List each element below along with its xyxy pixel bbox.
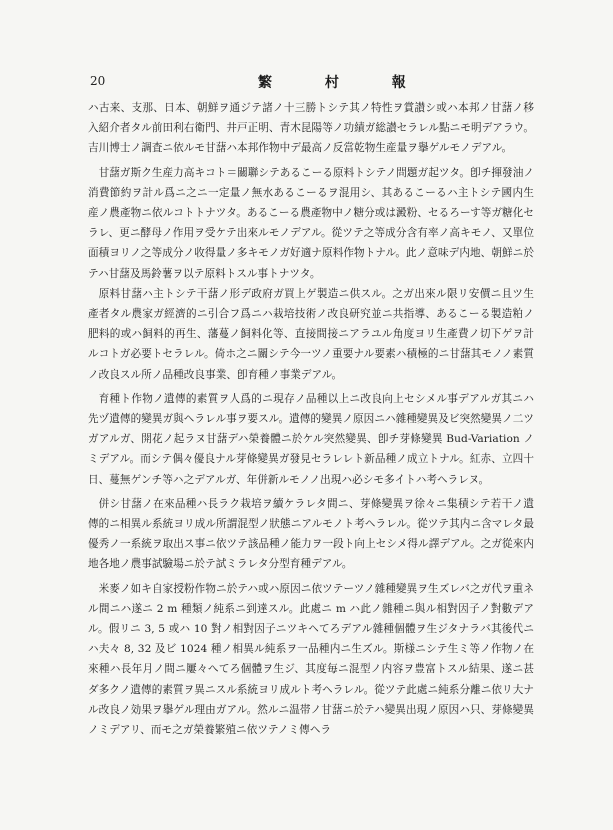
- paragraph-dried-sweet-potato: 原料甘藷ハ主トシテ干藷ノ形デ政府ガ買上ゲ製造ニ供スル。之ガ出來ル限リ安價ニ且ツ生產者タル農家ガ經濟的ニ引合フ爲ニハ栽培技術ノ改良研究並ニ共指導、あるこーる製造粕ノ肥料的或ハ飼料的再生、藩蔓ノ飼料化等、直接間接ニアラユル角度ヨリ生產費ノ切下ゲヲ計ルコトガ必要トセラレル。倚ホ之ニ關シテ今一ツノ重要ナル要素ハ積極的ニ甘藷其モノノ素質ノ改良スル所ノ品種改良事業、卽育種ノ事業デアル。: [88, 287, 534, 381]
- paragraph-alcohol-raw-material: 甘藷ガ斯ク生産力高キコト＝關聯シテあるこーる原料トシテノ問題ガ起ツタ。卽チ揮發油ノ消費節約ヲ計ル爲ニ之ニ一定量ノ無水あるこーるヲ混用シ、其あるこーるハ主トシテ國内生産ノ農產物ニ依ルコトトナツタ。あるこーる農產物中ノ糖分或は澱粉、セるろーす等ガ糖化セラレ、更ニ酵母ノ作用ヲ受ケテ出來ルモノデアル。從ツテ之等成分含有率ノ高キモノ、又單位面積ヨリノ之等成分ノ收得量ノ多キモノガ好適ナ原料作物トナル。此ノ意味デ内地、朝鮮ニ於テハ甘藷及馬鈴薯ヲ以テ原料トスル事トナツタ。: [88, 166, 534, 280]
- paragraph-continued: ハ古来、支那、日本、朝鮮ヲ通ジテ諸ノ十三勝トシテ其ノ特性ヲ賞讃シ或ハ本邦ノ甘藷ノ移入紹介者タル前田利右衛門、井戸正明、青木昆陽等ノ功績ガ総讃セラレル點ニモ明デアラウ。吉川博士ノ調査ニ依ルモ甘藷ハ本邦作物中デ最高ノ反當乾物生産量ヲ擧ゲルモノデアル。: [88, 102, 534, 155]
- body-text: [88, 98, 534, 740]
- paragraph-mixed-type: 併シ甘藷ノ在來品種ハ長ラク栽培ヲ續ケラレタ間ニ、芽條變異ヲ徐々ニ集積シテ若干ノ遺傳的ニ相異ル系統ヨリ成ル所謂混型ノ狀態ニアルモノト考ヘラレル。從ツテ其内ニ含マレタ最優秀ノ一系統ヲ取出ス事ニ依ツテ該品種ノ能力ヲ一段ト向上セシメ得ル譯デアル。之ガ從來内地各地ノ農事試驗場ニ於テ試ミラレタ分型育種デアル。: [88, 497, 534, 571]
- page-number: 20: [90, 74, 106, 88]
- paragraph-breeding: 育種ト作物ノ遺傳的素質ヲ人爲的ニ現存ノ品種以上ニ改良向上セシメル事デアルガ其ニハ先ヅ遺傳的變異ガ與ヘラレル事ヲ要スル。遺傳的變異ノ原因ニハ雜種變異及ビ突然變異ノ二ツガアルガ、開花ノ起ラヌ甘藷デハ榮養體ニ於ケル突然變異、卽チ芽條變異 Bud-Variation ノミデアル。而シテ偶々優良ナル芽條變異ガ發見セラレレト新品種ノ成立トナル。紅赤、立四十日、蔓無ゲンチ等ハ之デアルガ、年併新ルモノノ出現ハ必シモ多イトハ考ヘラレヌ。: [88, 392, 534, 486]
- running-title: 繁 村 報: [258, 75, 430, 91]
- paragraph-self-pollinated: 米麥ノ如キ自家授粉作物ニ於テハ或ハ原因ニ依ツテーツノ雜種變異ヲ生ズレバ之ガ代ヲ重ネル間ニハ遂ニ 2 m 種類ノ純系ニ到達スル。此處ニ m ハ此ノ雜種ニ與ル相對因子ノ對數デアル。假リニ 3, 5 或ハ 10 對ノ相對因子ニツキヘてろデアル雜種個體ヲ生ジタナラバ其後代ニハ夫々 8, 32 及ビ 1024 種ノ相異ル純系ヲ一品種内ニ生ズル。斯様ニシテ生ミ等ノ作物ノ在來種ハ長年月ノ間ニ屢々へてろ個體ヲ生ジ、其度毎ニ混型ノ内容ヲ豊富トスル結果、遂ニ甚ダ多クノ遺傳的素質ヲ異ニスル系統ヨリ成ルト考ヘラレル。從ツテ此處ニ純系分離ニ依リ大ナル改良ノ効果ヲ擧ゲル理由ガアル。然ルニ温帯ノ甘藷ニ於テハ變異出現ノ原因ハ只、芽條變異ノミデアリ、而モ之ガ榮養繁殖ニ依ツテノミ傳ヘラ: [88, 582, 534, 737]
